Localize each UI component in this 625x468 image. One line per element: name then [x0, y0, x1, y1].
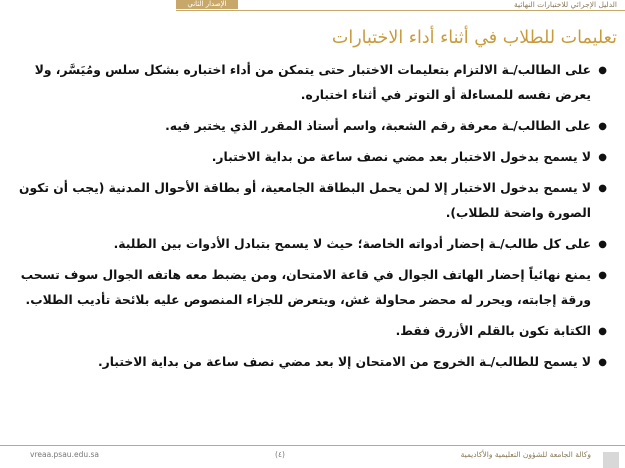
list-item-text: على الطالب/ـة معرفة رقم الشعبة، واسم أستاذ المقرر الذي يختبر فيه. — [165, 119, 591, 133]
footer-office: وكالة الجامعة للشؤون التعليمية والأكاديمية — [460, 450, 591, 459]
bullet-icon: ● — [598, 270, 607, 281]
list-item — [19, 263, 609, 313]
list-item — [19, 319, 609, 344]
header-title: الدليل الإجرائي للاختبارات النهائية — [514, 0, 617, 9]
footer-divider — [0, 445, 625, 446]
bullet-icon: ● — [598, 152, 607, 163]
bullet-icon: ● — [598, 121, 607, 132]
bullet-icon: ● — [598, 239, 607, 250]
instructions-list — [19, 58, 609, 381]
list-item-text: على كل طالب/ـة إحضار أدواته الخاصة؛ حيث لا يسمح بتبادل الأدوات بين الطلبة. — [113, 237, 591, 251]
page-title: تعليمات للطلاب في أثناء أداء الاختبارات — [331, 28, 617, 48]
bullet-icon: ● — [598, 357, 607, 368]
list-item-text: الكتابة تكون بالقلم الأزرق فقط. — [395, 324, 591, 338]
list-item — [19, 232, 609, 257]
header-divider — [176, 10, 625, 11]
list-item — [19, 145, 609, 170]
page-number: (٤) — [275, 450, 285, 459]
edition-badge: الإصدار الثاني — [176, 0, 238, 9]
page-header — [0, 0, 625, 13]
list-item — [19, 114, 609, 139]
list-item-text: لا يسمح للطالب/ـة الخروج من الامتحان إلا بعد مضي نصف ساعة من بداية الاختبار. — [97, 355, 591, 369]
bullet-icon: ● — [598, 65, 607, 76]
footer-decoration — [603, 452, 619, 468]
list-item-text: يمنع نهائياً إحضار الهاتف الجوال في قاعة الامتحان، ومن يضبط معه هاتفه الجوال سوف تسحب ورقة إجابته، ويحرر له محضر محاولة غش، ويتعرض للجزاء المنصوص عليه بلائحة تأديب الطلاب. — [20, 268, 591, 307]
list-item — [19, 176, 609, 226]
list-item-text: لا يسمح بدخول الاختبار بعد مضي نصف ساعة من بداية الاختبار. — [211, 150, 591, 164]
list-item-text: على الطالب/ـة الالتزام بتعليمات الاختبار حتى يتمكن من أداء اختباره بشكل سلس ومُيَسَّر، ولا يعرض نفسه للمساءلة أو التوتر في أثناء اختباره. — [34, 63, 591, 102]
list-item-text: لا يسمح بدخول الاختبار إلا لمن يحمل البطاقة الجامعية، أو بطاقة الأحوال المدنية (يجب أن تكون الصورة واضحة للطلاب). — [19, 181, 591, 220]
bullet-icon: ● — [598, 326, 607, 337]
footer-website: vreaa.psau.edu.sa — [30, 450, 99, 459]
list-item — [19, 58, 609, 108]
bullet-icon: ● — [598, 183, 607, 194]
list-item — [19, 350, 609, 375]
